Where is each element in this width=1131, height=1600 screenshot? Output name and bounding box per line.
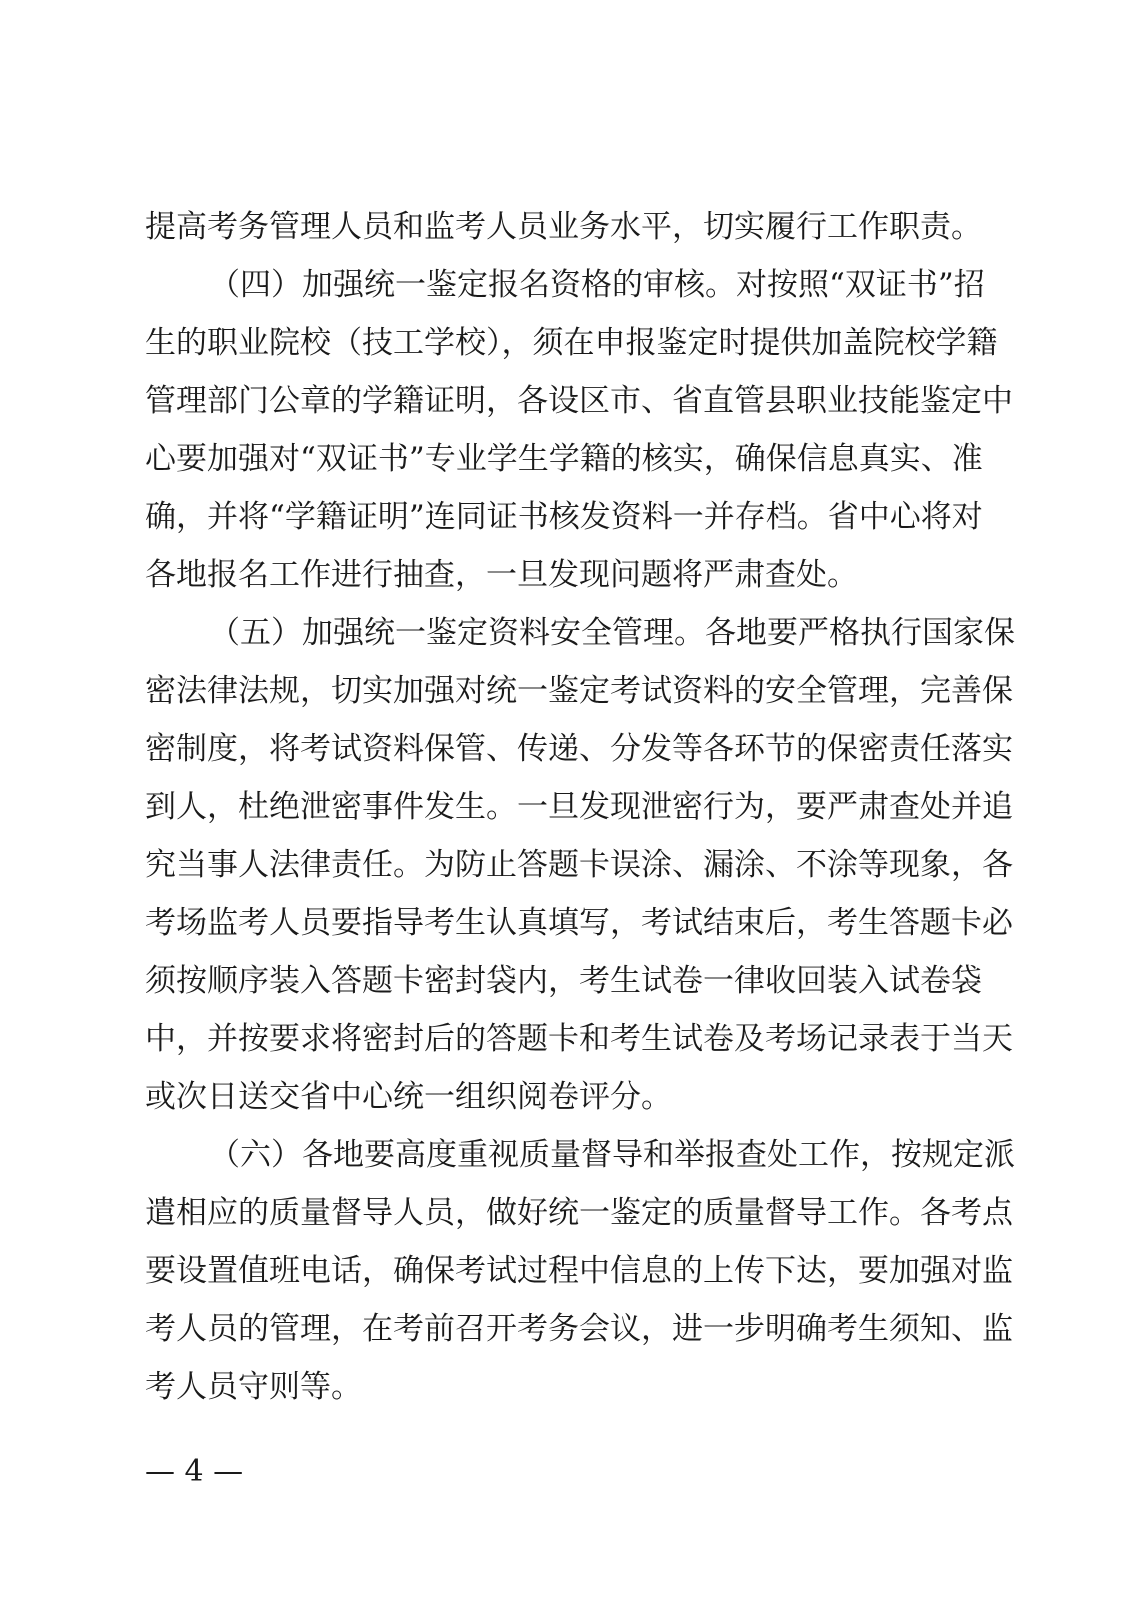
text-line: 各地报名工作进行抽查，一旦发现问题将严肃查处。 xyxy=(145,557,858,593)
text-line: 确，并将“学籍证明”连同证书核发资料一并存档。省中心将对 xyxy=(145,499,983,535)
text-line: 密制度，将考试资料保管、传递、分发等各环节的保密责任落实 xyxy=(145,731,1013,767)
text-line: 究当事人法律责任。为防止答题卡误涂、漏涂、不涂等现象，各 xyxy=(145,847,1013,883)
text-line: 到人，杜绝泄密事件发生。一旦发现泄密行为，要严肃查处并追 xyxy=(145,789,1013,825)
text-line: 须按顺序装入答题卡密封袋内，考生试卷一律收回装入试卷袋 xyxy=(145,963,982,999)
text-line: 管理部门公章的学籍证明，各设区市、省直管县职业技能鉴定中 xyxy=(145,383,1013,419)
text-line: 提高考务管理人员和监考人员业务水平，切实履行工作职责。 xyxy=(145,209,982,245)
page-number: — 4 — xyxy=(145,1454,244,1489)
paragraph-5-first-line: （五）加强统一鉴定资料安全管理。各地要严格执行国家保 xyxy=(209,615,1015,651)
text-line: 考人员守则等。 xyxy=(145,1369,362,1405)
paragraph-6-first-line: （六）各地要高度重视质量督导和举报查处工作，按规定派 xyxy=(209,1137,1015,1173)
text-line: 生的职业院校（技工学校），须在申报鉴定时提供加盖院校学籍 xyxy=(145,325,998,361)
paragraph-4-first-line: （四）加强统一鉴定报名资格的审核。对按照“双证书”招 xyxy=(209,267,985,303)
text-line: 或次日送交省中心统一组织阅卷评分。 xyxy=(145,1079,672,1115)
text-line: 中，并按要求将密封后的答题卡和考生试卷及考场记录表于当天 xyxy=(145,1021,1013,1057)
text-line: 要设置值班电话，确保考试过程中信息的上传下达，要加强对监 xyxy=(145,1253,1013,1289)
text-line: 心要加强对“双证书”专业学生学籍的核实，确保信息真实、准 xyxy=(145,441,983,477)
text-line: 密法律法规，切实加强对统一鉴定考试资料的安全管理，完善保 xyxy=(145,673,1013,709)
text-line: 考场监考人员要指导考生认真填写，考试结束后，考生答题卡必 xyxy=(145,905,1013,941)
text-line: 考人员的管理，在考前召开考务会议，进一步明确考生须知、监 xyxy=(145,1311,1013,1347)
text-line: 遣相应的质量督导人员，做好统一鉴定的质量督导工作。各考点 xyxy=(145,1195,1013,1231)
